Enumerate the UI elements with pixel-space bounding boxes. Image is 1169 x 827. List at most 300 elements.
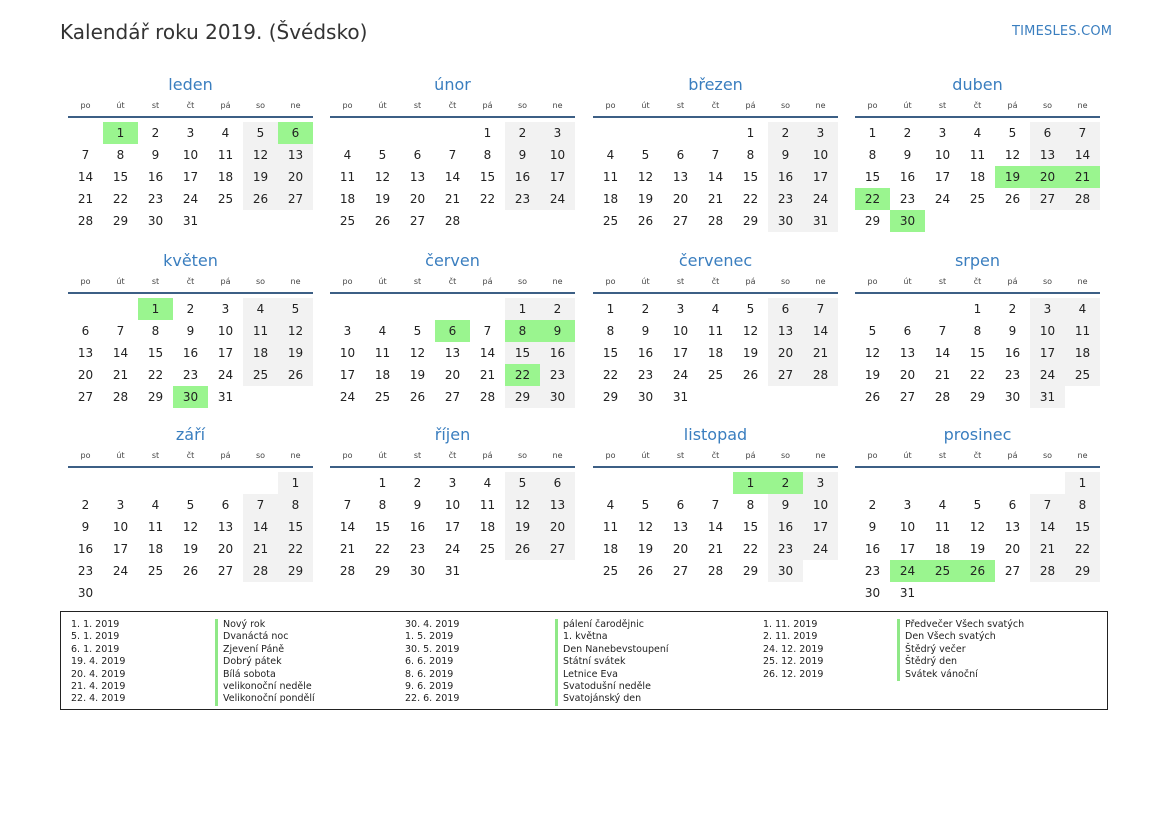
day-cell: 11 bbox=[374, 346, 391, 360]
day-cell: 22 bbox=[602, 368, 619, 382]
weekday-label: po bbox=[342, 277, 353, 286]
day-cell: 7 bbox=[1065, 122, 1100, 144]
legend-date: 22. 6. 2019 bbox=[405, 693, 460, 705]
empty-cell bbox=[628, 472, 663, 494]
day-cell: 20 bbox=[77, 368, 94, 382]
day-cell: 20 bbox=[409, 192, 426, 206]
day-cell: 13 bbox=[672, 170, 689, 184]
empty-cell bbox=[803, 386, 838, 408]
day-cell: 25 bbox=[1065, 364, 1100, 386]
day-cell: 12 bbox=[1004, 148, 1021, 162]
day-cell: 23 bbox=[637, 368, 654, 382]
legend-holiday-name: Štědrý den bbox=[897, 656, 1024, 668]
weekday-label: po bbox=[342, 451, 353, 460]
weekday-label: so bbox=[1042, 277, 1053, 286]
day-cell: 17 bbox=[672, 346, 689, 360]
weekday-label: so bbox=[255, 277, 266, 286]
day-cell: 16 bbox=[768, 516, 803, 538]
day-cell: 25 bbox=[602, 214, 619, 228]
weekday-header bbox=[68, 446, 313, 468]
day-cell: 6 bbox=[768, 298, 803, 320]
weekday-label: st bbox=[676, 451, 685, 460]
day-cell: 11 bbox=[147, 520, 164, 534]
day-cell: 9 bbox=[186, 324, 195, 338]
weekday-label: ne bbox=[290, 451, 301, 460]
weekday-label: st bbox=[938, 277, 947, 286]
day-cell: 8 bbox=[116, 148, 125, 162]
legend-holiday-name: Štědrý večer bbox=[897, 644, 1024, 656]
empty-cell bbox=[173, 472, 208, 494]
day-cell: 13 bbox=[409, 170, 426, 184]
day-cell: 7 bbox=[343, 498, 352, 512]
day-cell: 28 bbox=[243, 560, 278, 582]
day-cell: 28 bbox=[1065, 188, 1100, 210]
day-cell: 31 bbox=[1030, 386, 1065, 408]
legend-holiday-name: pálení čarodějnic bbox=[555, 619, 669, 631]
day-cell: 21 bbox=[444, 192, 461, 206]
weekday-label: ne bbox=[552, 277, 563, 286]
day-cell: 18 bbox=[602, 192, 619, 206]
weekday-label: ne bbox=[1077, 101, 1088, 110]
day-cell: 7 bbox=[938, 324, 947, 338]
weekday-label: čt bbox=[711, 451, 720, 460]
weekday-header bbox=[855, 446, 1100, 468]
day-cell: 26 bbox=[864, 390, 881, 404]
empty-cell bbox=[1065, 210, 1100, 232]
weekday-label: čt bbox=[711, 101, 720, 110]
day-cell: 19 bbox=[278, 342, 313, 364]
day-cell: 23 bbox=[768, 538, 803, 560]
weekday-label: ne bbox=[815, 451, 826, 460]
weekday-label: čt bbox=[973, 101, 982, 110]
day-cell: 11 bbox=[217, 148, 234, 162]
day-cell: 26 bbox=[374, 214, 391, 228]
weekday-label: so bbox=[780, 277, 791, 286]
empty-cell bbox=[435, 122, 470, 144]
empty-cell bbox=[435, 298, 470, 320]
day-cell: 17 bbox=[444, 520, 461, 534]
empty-cell bbox=[593, 472, 628, 494]
legend-holiday-name: Předvečer Všech svatých bbox=[897, 619, 1024, 631]
day-cell: 13 bbox=[672, 520, 689, 534]
day-cell: 25 bbox=[602, 564, 619, 578]
holiday-day-cell: 2 bbox=[768, 472, 803, 494]
day-cell: 14 bbox=[707, 170, 724, 184]
day-cell: 2 bbox=[903, 126, 912, 140]
empty-cell bbox=[365, 298, 400, 320]
day-cell: 26 bbox=[742, 368, 759, 382]
legend-holiday-name: 1. května bbox=[555, 631, 669, 643]
legend-date: 6. 6. 2019 bbox=[405, 656, 454, 668]
day-cell: 12 bbox=[864, 346, 881, 360]
day-cell: 13 bbox=[444, 346, 461, 360]
day-cell: 23 bbox=[182, 368, 199, 382]
day-cell: 8 bbox=[868, 148, 877, 162]
empty-cell bbox=[400, 298, 435, 320]
day-cell: 2 bbox=[81, 498, 90, 512]
day-cell: 18 bbox=[147, 542, 164, 556]
weekday-label: pá bbox=[1007, 451, 1018, 460]
legend-dates-column bbox=[405, 619, 459, 706]
day-cell: 26 bbox=[243, 188, 278, 210]
day-cell: 12 bbox=[182, 520, 199, 534]
day-cell: 12 bbox=[637, 170, 654, 184]
weekday-header bbox=[330, 272, 575, 294]
day-cell: 2 bbox=[868, 498, 877, 512]
day-cell: 13 bbox=[217, 520, 234, 534]
day-cell: 10 bbox=[540, 144, 575, 166]
legend-date: 2. 11. 2019 bbox=[763, 631, 818, 643]
weekday-label: po bbox=[80, 101, 91, 110]
legend-date: 26. 12. 2019 bbox=[763, 668, 824, 680]
weekday-label: so bbox=[517, 101, 528, 110]
day-cell: 17 bbox=[803, 166, 838, 188]
day-cell: 29 bbox=[742, 564, 759, 578]
weekday-label: pá bbox=[482, 277, 493, 286]
day-cell: 26 bbox=[505, 538, 540, 560]
day-cell: 7 bbox=[243, 494, 278, 516]
day-cell: 11 bbox=[707, 324, 724, 338]
month-name: březen bbox=[688, 75, 743, 94]
day-cell: 2 bbox=[540, 298, 575, 320]
holiday-day-cell: 1 bbox=[138, 298, 173, 320]
weekday-header bbox=[855, 96, 1100, 118]
day-cell: 11 bbox=[934, 520, 951, 534]
day-cell: 28 bbox=[444, 214, 461, 228]
day-cell: 13 bbox=[768, 320, 803, 342]
month-name: září bbox=[175, 425, 206, 444]
empty-cell bbox=[278, 582, 313, 604]
day-cell: 15 bbox=[479, 170, 496, 184]
month-8 bbox=[68, 424, 313, 604]
day-cell: 19 bbox=[409, 368, 426, 382]
weekday-label: pá bbox=[482, 101, 493, 110]
weekday-label: út bbox=[903, 277, 912, 286]
day-cell: 6 bbox=[540, 472, 575, 494]
day-cell: 29 bbox=[505, 386, 540, 408]
legend-date: 30. 4. 2019 bbox=[405, 619, 460, 630]
empty-cell bbox=[68, 122, 103, 144]
day-cell: 24 bbox=[540, 188, 575, 210]
day-cell: 19 bbox=[182, 542, 199, 556]
day-cell: 29 bbox=[112, 214, 129, 228]
day-cell: 27 bbox=[1004, 564, 1021, 578]
day-cell: 29 bbox=[969, 390, 986, 404]
weekday-label: út bbox=[378, 101, 387, 110]
weekday-label: so bbox=[517, 277, 528, 286]
day-cell: 31 bbox=[217, 390, 234, 404]
day-cell: 5 bbox=[973, 498, 982, 512]
day-cell: 1 bbox=[1065, 472, 1100, 494]
day-cell: 19 bbox=[637, 192, 654, 206]
empty-cell bbox=[855, 472, 890, 494]
day-cell: 29 bbox=[1065, 560, 1100, 582]
day-cell: 23 bbox=[899, 192, 916, 206]
day-cell: 3 bbox=[803, 122, 838, 144]
day-cell: 22 bbox=[742, 542, 759, 556]
weekday-header bbox=[593, 96, 838, 118]
empty-cell bbox=[330, 122, 365, 144]
day-cell: 7 bbox=[81, 148, 90, 162]
weekday-label: pá bbox=[1007, 101, 1018, 110]
days-grid bbox=[330, 298, 575, 408]
day-cell: 10 bbox=[899, 520, 916, 534]
day-cell: 27 bbox=[768, 364, 803, 386]
day-cell: 4 bbox=[1065, 298, 1100, 320]
month-7 bbox=[855, 250, 1100, 408]
day-cell: 10 bbox=[1030, 320, 1065, 342]
day-cell: 27 bbox=[77, 390, 94, 404]
day-cell: 14 bbox=[479, 346, 496, 360]
empty-cell bbox=[768, 386, 803, 408]
month-0 bbox=[68, 74, 313, 232]
legend-date: 1. 11. 2019 bbox=[763, 619, 818, 630]
day-cell: 30 bbox=[77, 586, 94, 600]
empty-cell bbox=[505, 560, 540, 582]
holiday-day-cell: 6 bbox=[435, 320, 470, 342]
day-cell: 3 bbox=[343, 324, 352, 338]
weekday-label: út bbox=[641, 277, 650, 286]
weekday-label: út bbox=[903, 101, 912, 110]
day-cell: 14 bbox=[803, 320, 838, 342]
page-title: Kalendář roku 2019. (Švédsko) bbox=[60, 20, 368, 44]
day-cell: 5 bbox=[505, 472, 540, 494]
weekday-label: ne bbox=[1077, 451, 1088, 460]
day-cell: 24 bbox=[182, 192, 199, 206]
day-cell: 21 bbox=[77, 192, 94, 206]
holiday-day-cell: 26 bbox=[960, 560, 995, 582]
day-cell: 22 bbox=[479, 192, 496, 206]
empty-cell bbox=[330, 298, 365, 320]
day-cell: 8 bbox=[278, 494, 313, 516]
day-cell: 21 bbox=[112, 368, 129, 382]
weekday-label: st bbox=[151, 277, 160, 286]
empty-cell bbox=[103, 298, 138, 320]
weekday-label: ne bbox=[815, 277, 826, 286]
day-cell: 13 bbox=[899, 346, 916, 360]
weekday-label: pá bbox=[1007, 277, 1018, 286]
legend-names-column bbox=[897, 619, 1024, 681]
empty-cell bbox=[803, 560, 838, 582]
day-cell: 20 bbox=[1004, 542, 1021, 556]
weekday-label: út bbox=[116, 451, 125, 460]
brand-link[interactable]: TIMESLES.COM bbox=[1012, 24, 1113, 39]
month-6 bbox=[593, 250, 838, 408]
empty-cell bbox=[1030, 582, 1065, 604]
holiday-day-cell: 20 bbox=[1030, 166, 1065, 188]
weekday-label: ne bbox=[290, 101, 301, 110]
day-cell: 31 bbox=[899, 586, 916, 600]
weekday-header bbox=[593, 272, 838, 294]
day-cell: 15 bbox=[864, 170, 881, 184]
day-cell: 6 bbox=[221, 498, 230, 512]
empty-cell bbox=[173, 582, 208, 604]
day-cell: 11 bbox=[969, 148, 986, 162]
month-name: únor bbox=[434, 75, 471, 94]
empty-cell bbox=[243, 210, 278, 232]
weekday-label: st bbox=[413, 277, 422, 286]
day-cell: 6 bbox=[903, 324, 912, 338]
empty-cell bbox=[995, 472, 1030, 494]
day-cell: 7 bbox=[1030, 494, 1065, 516]
day-cell: 4 bbox=[378, 324, 387, 338]
day-cell: 7 bbox=[116, 324, 125, 338]
day-cell: 10 bbox=[934, 148, 951, 162]
empty-cell bbox=[890, 298, 925, 320]
empty-cell bbox=[1065, 582, 1100, 604]
legend-date: 25. 12. 2019 bbox=[763, 656, 824, 668]
day-cell: 24 bbox=[672, 368, 689, 382]
day-cell: 8 bbox=[973, 324, 982, 338]
legend-holiday-name: Zjevení Páně bbox=[215, 644, 315, 656]
day-cell: 8 bbox=[1065, 494, 1100, 516]
legend-holiday-name: Dobrý pátek bbox=[215, 656, 315, 668]
month-4 bbox=[68, 250, 313, 408]
legend-holiday-name: Státní svátek bbox=[555, 656, 669, 668]
empty-cell bbox=[925, 298, 960, 320]
day-cell: 30 bbox=[147, 214, 164, 228]
empty-cell bbox=[278, 386, 313, 408]
day-cell: 4 bbox=[151, 498, 160, 512]
weekday-label: ne bbox=[552, 101, 563, 110]
day-cell: 5 bbox=[413, 324, 422, 338]
legend-holiday-name: Svatodušní neděle bbox=[555, 681, 669, 693]
legend-dates-column bbox=[71, 619, 125, 706]
empty-cell bbox=[470, 298, 505, 320]
weekday-label: út bbox=[641, 451, 650, 460]
month-name: prosinec bbox=[943, 425, 1012, 444]
weekday-label: po bbox=[867, 101, 878, 110]
day-cell: 12 bbox=[637, 520, 654, 534]
day-cell: 14 bbox=[339, 520, 356, 534]
day-cell: 4 bbox=[606, 148, 615, 162]
weekday-label: po bbox=[605, 277, 616, 286]
empty-cell bbox=[995, 582, 1030, 604]
day-cell: 4 bbox=[711, 302, 720, 316]
empty-cell bbox=[243, 472, 278, 494]
day-cell: 19 bbox=[243, 166, 278, 188]
day-cell: 24 bbox=[444, 542, 461, 556]
day-cell: 12 bbox=[505, 494, 540, 516]
empty-cell bbox=[1065, 386, 1100, 408]
weekday-label: po bbox=[867, 451, 878, 460]
day-cell: 30 bbox=[1004, 390, 1021, 404]
day-cell: 16 bbox=[637, 346, 654, 360]
weekday-label: st bbox=[938, 101, 947, 110]
day-cell: 6 bbox=[676, 148, 685, 162]
day-cell: 15 bbox=[278, 516, 313, 538]
day-cell: 11 bbox=[602, 170, 619, 184]
day-cell: 3 bbox=[676, 302, 685, 316]
day-cell: 29 bbox=[374, 564, 391, 578]
month-3 bbox=[855, 74, 1100, 232]
day-cell: 2 bbox=[505, 122, 540, 144]
day-cell: 5 bbox=[186, 498, 195, 512]
day-cell: 2 bbox=[641, 302, 650, 316]
day-cell: 17 bbox=[540, 166, 575, 188]
day-cell: 7 bbox=[711, 148, 720, 162]
day-cell: 21 bbox=[1030, 538, 1065, 560]
empty-cell bbox=[663, 122, 698, 144]
month-name: srpen bbox=[954, 251, 1001, 270]
day-cell: 6 bbox=[1008, 498, 1017, 512]
day-cell: 2 bbox=[186, 302, 195, 316]
weekday-label: ne bbox=[1077, 277, 1088, 286]
day-cell: 1 bbox=[378, 476, 387, 490]
day-cell: 23 bbox=[147, 192, 164, 206]
weekday-label: čt bbox=[186, 277, 195, 286]
day-cell: 20 bbox=[444, 368, 461, 382]
day-cell: 16 bbox=[147, 170, 164, 184]
day-cell: 25 bbox=[479, 542, 496, 556]
day-cell: 20 bbox=[672, 542, 689, 556]
weekday-label: po bbox=[80, 451, 91, 460]
day-cell: 10 bbox=[444, 498, 461, 512]
holiday-legend bbox=[60, 611, 1108, 710]
day-cell: 29 bbox=[742, 214, 759, 228]
day-cell: 7 bbox=[803, 298, 838, 320]
empty-cell bbox=[138, 472, 173, 494]
day-cell: 6 bbox=[413, 148, 422, 162]
empty-cell bbox=[698, 386, 733, 408]
day-cell: 13 bbox=[1030, 144, 1065, 166]
day-cell: 16 bbox=[899, 170, 916, 184]
empty-cell bbox=[540, 560, 575, 582]
empty-cell bbox=[540, 210, 575, 232]
weekday-label: čt bbox=[186, 101, 195, 110]
day-cell: 12 bbox=[374, 170, 391, 184]
day-cell: 5 bbox=[378, 148, 387, 162]
empty-cell bbox=[698, 472, 733, 494]
days-grid bbox=[68, 472, 313, 604]
day-cell: 1 bbox=[606, 302, 615, 316]
day-cell: 4 bbox=[221, 126, 230, 140]
weekday-label: čt bbox=[448, 101, 457, 110]
day-cell: 22 bbox=[112, 192, 129, 206]
days-grid bbox=[593, 472, 838, 582]
legend-holiday-name: Letnice Eva bbox=[555, 669, 669, 681]
legend-holiday-name: Den Nanebevstoupení bbox=[555, 644, 669, 656]
day-cell: 18 bbox=[969, 170, 986, 184]
day-cell: 30 bbox=[637, 390, 654, 404]
holiday-day-cell: 9 bbox=[540, 320, 575, 342]
weekday-label: po bbox=[867, 277, 878, 286]
day-cell: 4 bbox=[606, 498, 615, 512]
day-cell: 13 bbox=[1004, 520, 1021, 534]
day-cell: 16 bbox=[505, 166, 540, 188]
day-cell: 9 bbox=[768, 144, 803, 166]
day-cell: 24 bbox=[803, 538, 838, 560]
day-cell: 11 bbox=[1065, 320, 1100, 342]
empty-cell bbox=[470, 560, 505, 582]
day-cell: 15 bbox=[505, 342, 540, 364]
day-cell: 18 bbox=[374, 368, 391, 382]
day-cell: 20 bbox=[540, 516, 575, 538]
empty-cell bbox=[365, 122, 400, 144]
day-cell: 17 bbox=[934, 170, 951, 184]
day-cell: 28 bbox=[707, 214, 724, 228]
day-cell: 9 bbox=[641, 324, 650, 338]
day-cell: 12 bbox=[243, 144, 278, 166]
day-cell: 18 bbox=[339, 192, 356, 206]
day-cell: 28 bbox=[707, 564, 724, 578]
day-cell: 26 bbox=[409, 390, 426, 404]
weekday-label: čt bbox=[448, 277, 457, 286]
day-cell: 14 bbox=[707, 520, 724, 534]
weekday-label: so bbox=[780, 451, 791, 460]
day-cell: 29 bbox=[278, 560, 313, 582]
day-cell: 19 bbox=[864, 368, 881, 382]
